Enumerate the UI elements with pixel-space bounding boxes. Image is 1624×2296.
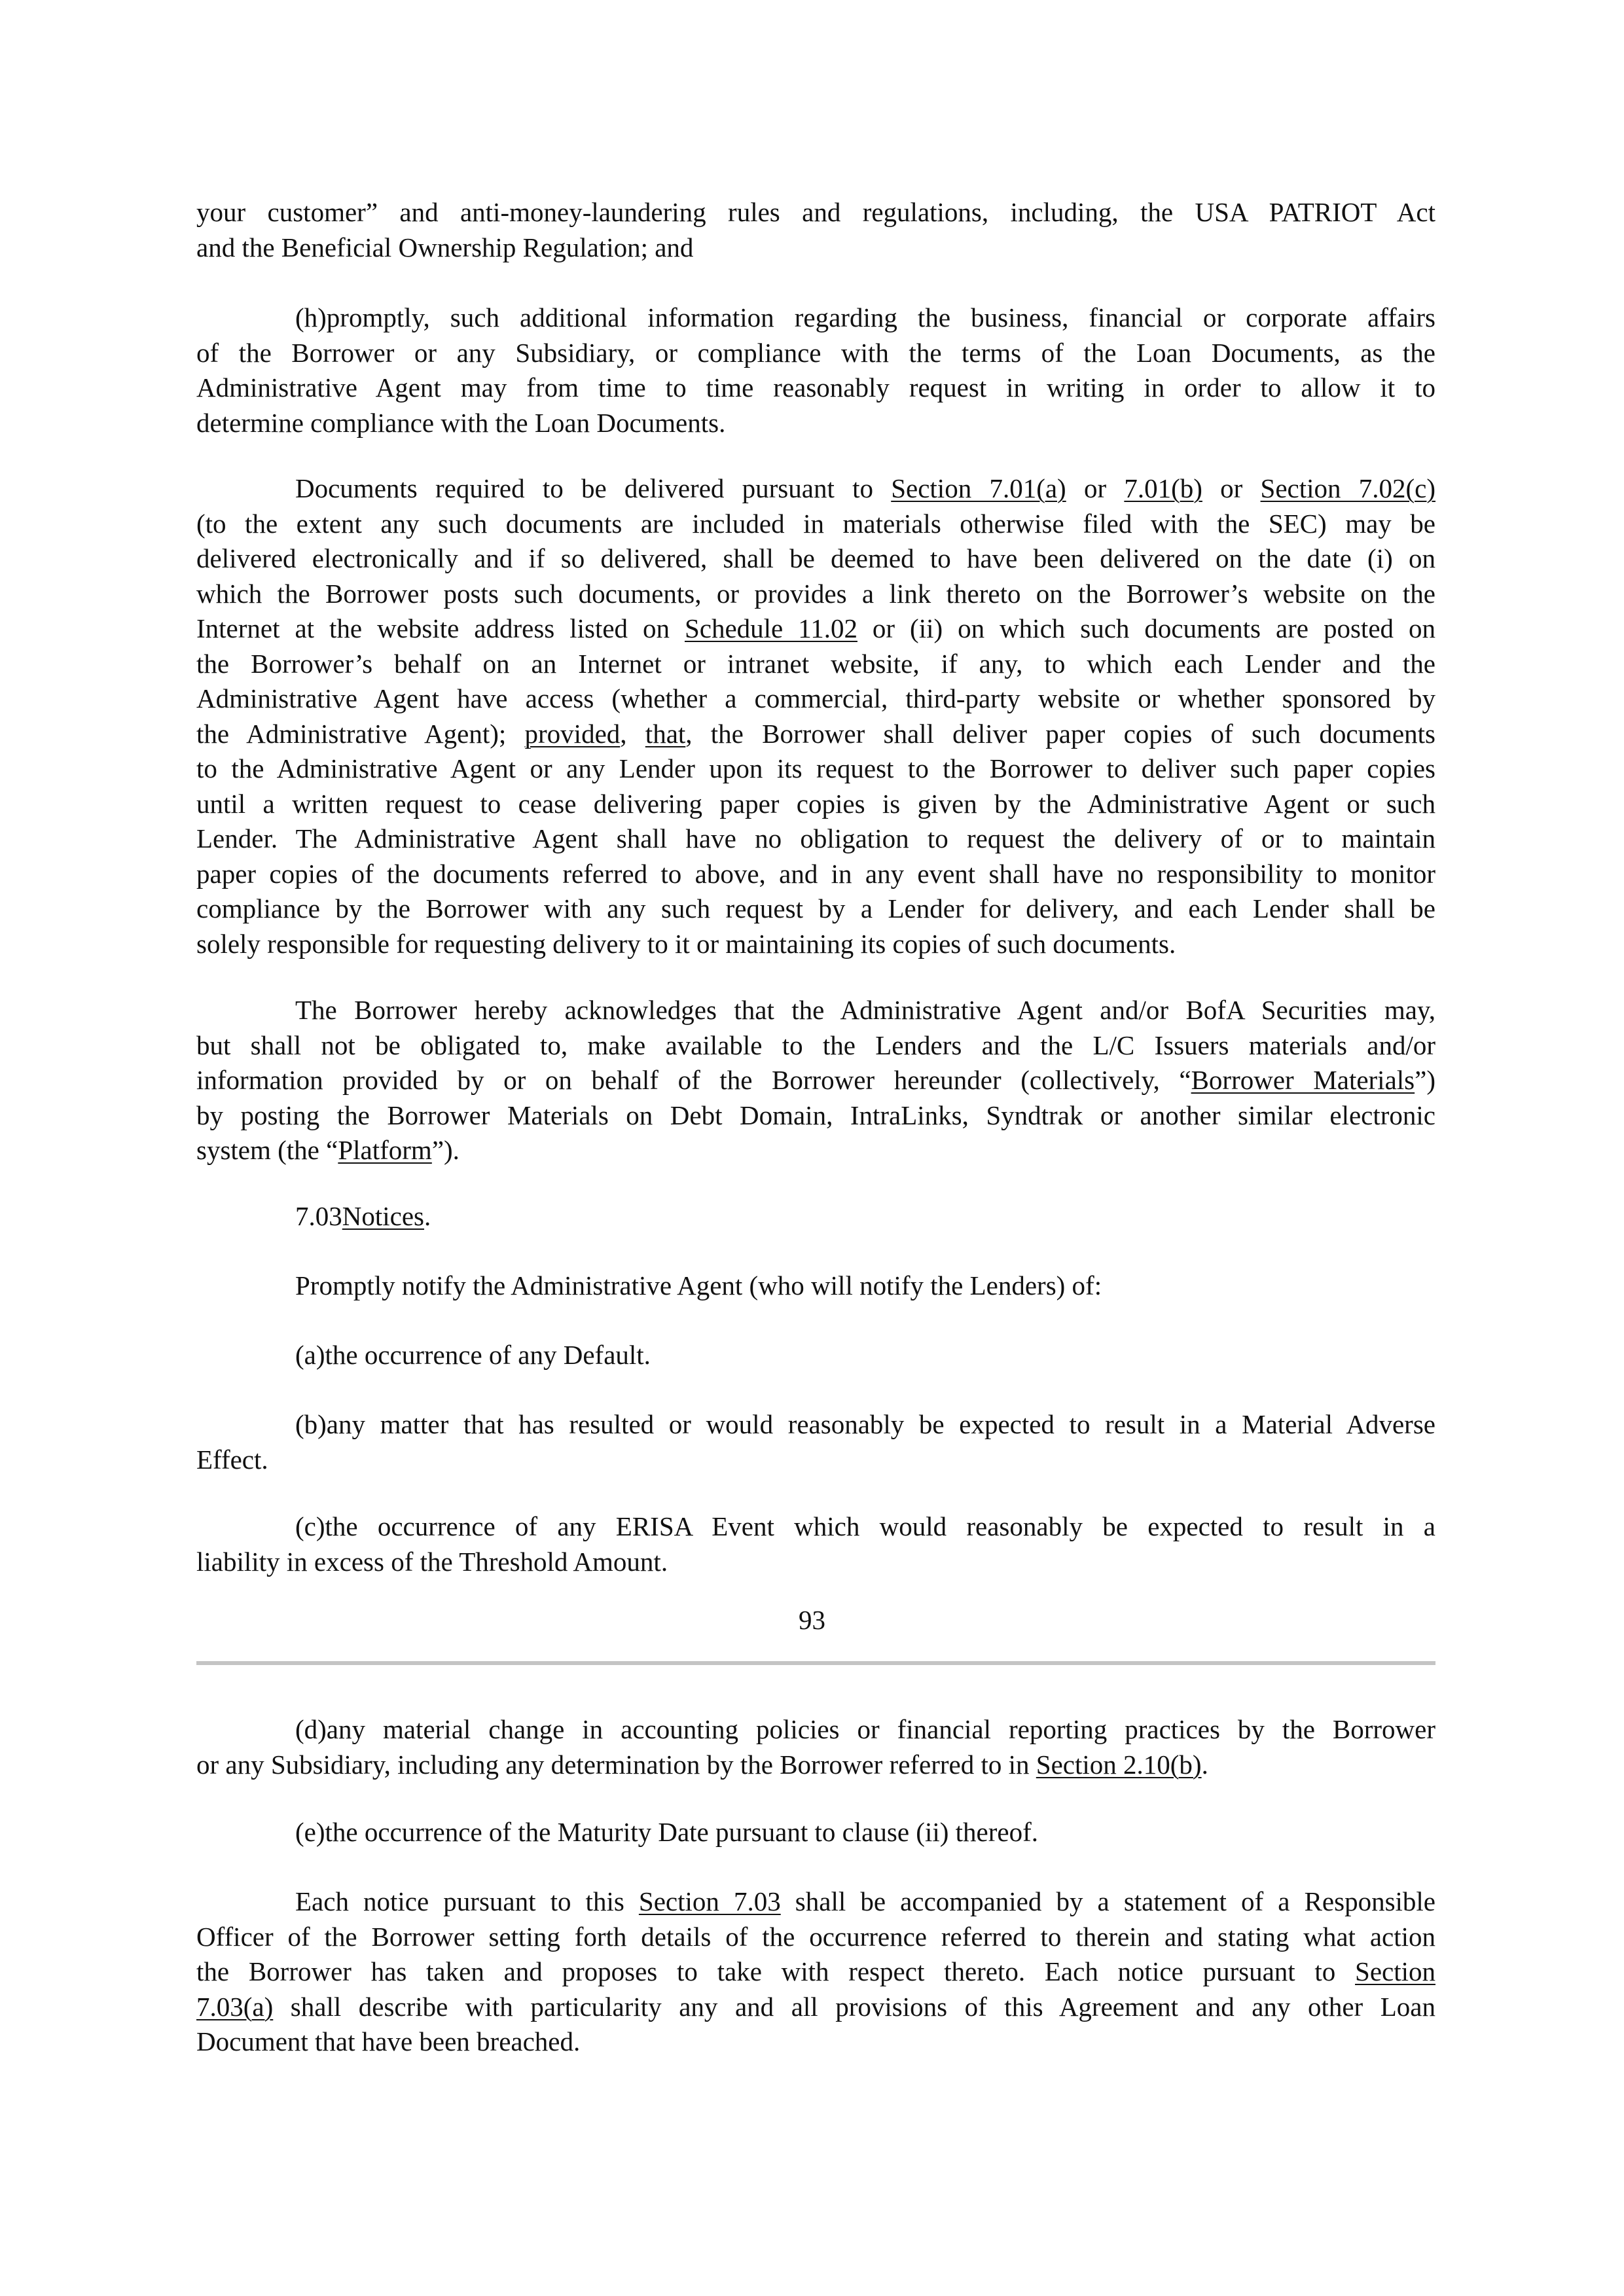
paragraph-clause-b (196, 1407, 1435, 1477)
text-run: the Borrower has taken and proposes to take with respect thereto. Each notice pursuant to (196, 1956, 1356, 1986)
text-line: (h)promptly, such additional information regarding the business, financial or corporate affairs (295, 302, 1435, 332)
text-run: information provided by or on behalf of the Borrower hereunder (collectively, “ (196, 1065, 1191, 1095)
paragraph-clause-c (196, 1509, 1435, 1579)
text-line: delivered electronically and if so delivered, shall be deemed to have been delivered on the date (i) on (196, 543, 1435, 573)
paragraph-clause-e (196, 1815, 1435, 1850)
text-run: or any Subsidiary, including any determination by the Borrower referred to in (196, 1749, 1036, 1780)
text-line: (d)any material change in accounting policies or financial reporting practices by the Borrower (295, 1714, 1435, 1744)
text-line (196, 1884, 1435, 1920)
text-line: compliance by the Borrower with any such request by a Lender for delivery, and each Lender shall be (196, 893, 1435, 924)
section-title: Notices (342, 1201, 424, 1231)
text-line (196, 471, 1435, 507)
text-run: the Administrative Agent); (196, 718, 525, 749)
text-line: the Borrower’s behalf on an Internet or intranet website, if any, to which each Lender and the (196, 648, 1435, 679)
schedule-reference-link[interactable]: Schedule 11.02 (684, 613, 857, 643)
text-line: by posting the Borrower Materials on Debt Domain, IntraLinks, Syndtrak or another similar electronic (196, 1100, 1435, 1130)
text-line: your customer” and anti-money-laundering rules and regulations, including, the USA PATRIOT Act (196, 197, 1435, 227)
text-run: Documents required to be delivered pursuant to (295, 473, 892, 503)
text-run: . (424, 1201, 431, 1231)
section-reference-link[interactable]: Section 7.03 (638, 1886, 781, 1916)
text-line (196, 1199, 1435, 1234)
paragraph-clause-d (196, 1712, 1435, 1782)
section-reference-link[interactable]: Section 7.02(c) (1260, 473, 1436, 503)
section-reference-link[interactable]: 7.01(b) (1124, 473, 1202, 503)
text-line: Administrative Agent may from time to time reasonably request in writing in order to allow it to (196, 372, 1435, 403)
text-line: (c)the occurrence of any ERISA Event which would reasonably be expected to result in a (295, 1511, 1435, 1541)
text-line: liability in excess of the Threshold Amount. (196, 1546, 668, 1577)
section-reference-link[interactable]: 7.03(a) (196, 1991, 274, 2022)
text-line (196, 611, 1435, 647)
section-reference-link[interactable]: Section (1355, 1956, 1435, 1986)
text-line: (e)the occurrence of the Maturity Date pursuant to clause (ii) thereof. (295, 1817, 1038, 1847)
text-line: but shall not be obligated to, make available to the Lenders and the L/C Issuers materials and/or (196, 1030, 1435, 1060)
text-line: to the Administrative Agent or any Lender upon its request to the Borrower to deliver such paper copies (196, 753, 1435, 783)
section-reference-link[interactable]: Section 7.01(a) (891, 473, 1066, 503)
text-line: and the Beneficial Ownership Regulation; and (196, 232, 694, 262)
text-line (196, 1990, 1435, 2025)
defined-term-borrower-materials: Borrower Materials (1191, 1065, 1415, 1095)
text-line (196, 1748, 1435, 1783)
text-line: The Borrower hereby acknowledges that the Administrative Agent and/or BofA Securities may, (295, 995, 1435, 1025)
text-run: shall describe with particularity any and all provisions of this Agreement and any other Loan (273, 1991, 1435, 2022)
defined-term-that: that (645, 718, 686, 749)
text-run: Each notice pursuant to this (295, 1886, 639, 1916)
text-line: Lender. The Administrative Agent shall have no obligation to request the delivery of or to maintain (196, 823, 1435, 853)
text-line: Promptly notify the Administrative Agent (who will notify the Lenders) of: (295, 1270, 1102, 1300)
text-line: solely responsible for requesting delivery to it or maintaining its copies of such documents. (196, 928, 1176, 959)
text-line: (b)any matter that has resulted or would reasonably be expected to result in a Material Adverse (295, 1409, 1435, 1439)
text-line: Administrative Agent have access (whether a commercial, third-party website or whether sponsored by (196, 683, 1435, 713)
text-line: of the Borrower or any Subsidiary, or compliance with the terms of the Loan Documents, as the (196, 337, 1435, 368)
text-run: shall be accompanied by a statement of a Responsible (780, 1886, 1435, 1916)
paragraph-notice-statement (196, 1884, 1435, 2060)
text-line: until a written request to cease delivering paper copies is given by the Administrative Agent or such (196, 788, 1435, 819)
paragraph-clause-a (196, 1338, 1435, 1373)
paragraph-kyc-continuation (196, 195, 1435, 265)
section-number: 7.03 (295, 1201, 342, 1231)
text-line (196, 717, 1435, 752)
text-run: or (1202, 473, 1261, 503)
section-reference-link[interactable]: Section 2.10(b) (1036, 1749, 1202, 1780)
text-line (196, 1063, 1435, 1098)
paragraph-platform (196, 993, 1435, 1168)
defined-term-provided: provided (524, 718, 621, 749)
text-line: (a)the occurrence of any Default. (295, 1340, 651, 1370)
text-line: paper copies of the documents referred to above, and in any event shall have no responsibility to monitor (196, 858, 1435, 889)
section-heading-notices (196, 1199, 1435, 1234)
paragraph-promptly-notify (196, 1268, 1435, 1304)
text-run: ”) (1415, 1065, 1435, 1095)
text-line: (to the extent any such documents are included in materials otherwise filed with the SEC) may be (196, 508, 1435, 539)
text-run: ”). (431, 1135, 460, 1165)
page-separator (196, 1661, 1435, 1665)
text-line (196, 1954, 1435, 1990)
page-number: 93 (799, 1605, 825, 1635)
text-run: . (1201, 1749, 1208, 1780)
text-line: determine compliance with the Loan Documents. (196, 407, 726, 438)
text-line: Officer of the Borrower setting forth details of the occurrence referred to therein and stating what action (196, 1921, 1435, 1952)
text-line (196, 1133, 1435, 1168)
paragraph-clause-h (196, 300, 1435, 440)
text-line: Document that have been breached. (196, 2026, 581, 2056)
text-line: which the Borrower posts such documents, or provides a link thereto on the Borrower’s website on the (196, 578, 1435, 609)
text-run: system (the “ (196, 1135, 338, 1165)
text-run: , the Borrower shall deliver paper copies of such documents (685, 718, 1436, 749)
text-run: or (1066, 473, 1125, 503)
defined-term-platform: Platform (338, 1135, 432, 1165)
text-line: Effect. (196, 1444, 268, 1475)
text-run: Internet at the website address listed on (196, 613, 685, 643)
text-run: , (620, 718, 645, 749)
text-run: or (ii) on which such documents are posted on (857, 613, 1435, 643)
paragraph-electronic-delivery (196, 471, 1435, 961)
